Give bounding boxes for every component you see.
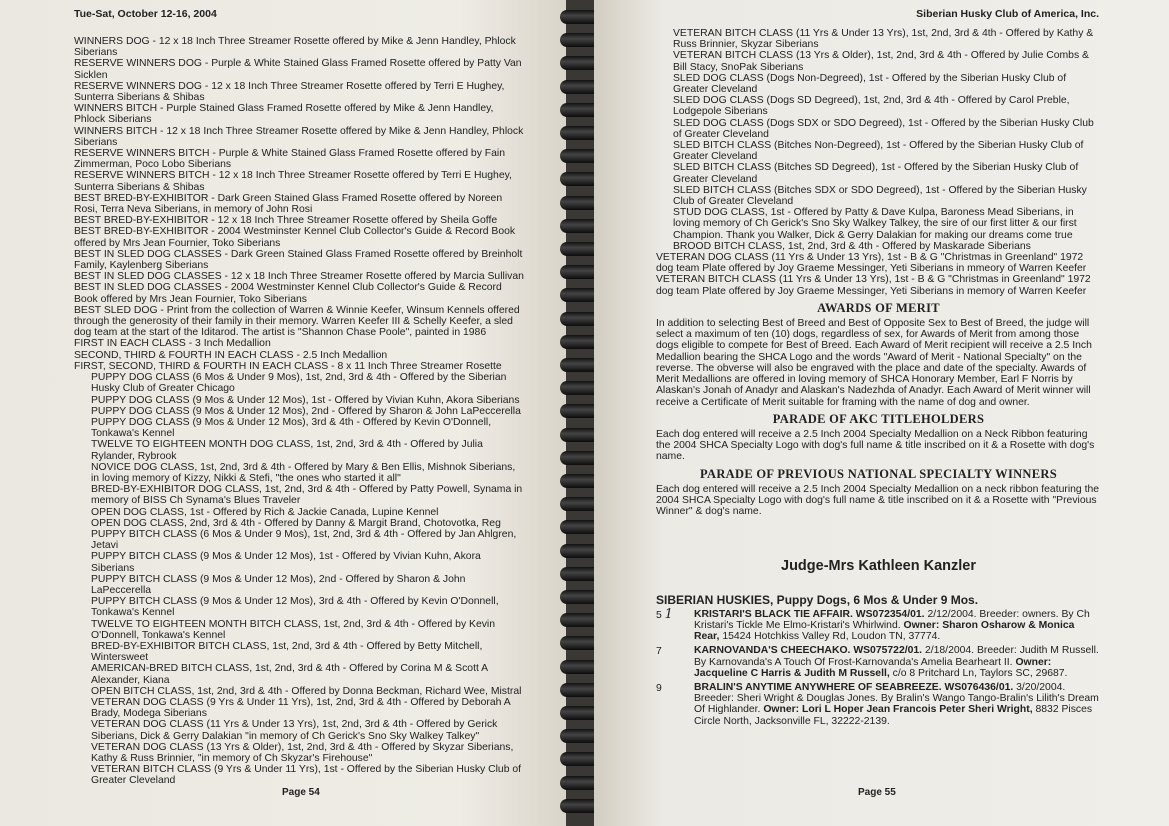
prize-line: FIRST, SECOND, THIRD & FOURTH IN EACH CLASS - 8 x 11 Inch Three Streamer Rosette [74,360,502,372]
registration-number: WS075722/01. [853,645,923,657]
catalog-entry [656,645,1101,679]
prize-line: BEST IN SLED DOG CLASSES - 2004 Westminster Kennel Club Collector's Guide & Record Book offered by Mrs Jean Fournier, Toko Siberians [74,282,502,305]
prize-line: PUPPY DOG CLASS (6 Mos & Under 9 Mos), 1st, 2nd, 3rd & 4th - Offered by the Siberian Husky Club of Greater Chicago [91,372,507,395]
prize-line: TWELVE TO EIGHTEEN MONTH DOG CLASS, 1st, 2nd, 3rd & 4th - Offered by Julia Rylander, Rybrook [91,439,483,462]
catalog-entry [656,606,1101,643]
prize-line: NOVICE DOG CLASS, 1st, 2nd, 3rd & 4th - Offered by Mary & Ben Ellis, Mishnok Siberians, in loving memory of Kizzy, Nikki & Stefi, "the ones who started it all" [91,461,516,484]
previous-winners-heading: PARADE OF PREVIOUS NATIONAL SPECIALTY WINNERS [700,466,1057,481]
prize-line: VETERAN DOG CLASS (13 Yrs & Older), 1st, 2nd, 3rd & 4th - Offered by Skyzar Siberians, Kathy & Russ Brinnier, "in memory of Ch Skyzar's Firehouse" [91,741,514,764]
owner-address: 8832 Pisces Circle North, Jacksonville FL, 32222-2139. [694,704,1093,727]
prize-line: PUPPY DOG CLASS (9 Mos & Under 12 Mos), 3rd & 4th - Offered by Kevin O'Donnell, Tonkawa's Kennel [91,416,492,440]
right-page [594,0,1169,826]
awards-text: In addition to selecting Best of Breed and Best of Opposite Sex to Best of Breed, the judge will select a maximum of ten (10) dogs, regardless of sex, for Awards of Merit from among those dogs eligible to compete for Best of Breed. Each Award of Merit recipient will receive a 2.5 Inch Medallion bearing the SHCA Logo and the words "Award of Merit - National Specialty" on the reverse. The obverse will also be engraved with the place and date of the specialty. Awards of Merit Medallions are offered in loving memory of SHCA Honorary Member, Earl F Norris by Alaskan's Jonah of Anadyr and Alaskan's Nadezhda of Anadyr. Each Award of Merit winner will receive a Certificate of Merit suitable for framing with the name of dog and owner. [656,318,1092,408]
prize-line: FIRST IN EACH CLASS - 3 Inch Medallion [74,338,271,350]
parade-heading: PARADE OF AKC TITLEHOLDERS [772,411,985,426]
prize-line: RESERVE WINNERS BITCH - 12 x 18 Inch Three Streamer Rosette offered by Terri E Hughey, Sunterra Siberians & Shibas [74,170,512,193]
right-page-number: Page 55 [858,787,896,798]
previous-winners-text: Each dog entered will receive a 2.5 Inch 2004 Specialty Medallion on a neck ribbon featuring the 2004 SHCA Specialty Logo with dog's full name & title inscribed on it & a Rosette with "Previous Winner" & dog's name. [656,483,1100,518]
prize-line: SECOND, THIRD & FOURTH IN EACH CLASS - 2.5 Inch Medallion [74,349,388,361]
dog-name: BRALIN'S ANYTIME ANYWHERE OF SEABREEZE. [694,681,942,693]
prize-line: RESERVE WINNERS BITCH - Purple & White Stained Glass Framed Rosette offered by Fain Zimmerman, Poco Lobo Siberians [74,148,505,171]
prize-line: VETERAN DOG CLASS (11 Yrs & Under 13 Yrs), 1st - B & G "Christmas in Greenland" 1972 dog team Plate offered by Joy Graeme Messinger, Yeti Siberians in mmeory of Warren Keefer [656,252,1087,275]
prize-line: PUPPY BITCH CLASS (6 Mos & Under 9 Mos), 1st, 2nd, 3rd & 4th - Offered by Jan Ahlgren, Jetavi [91,528,517,552]
entry-text [694,682,1101,727]
entry-number: 9 [656,682,662,694]
entry-number: 7 [656,646,662,658]
right-prize-list [656,28,1101,297]
prize-line: BEST IN SLED DOG CLASSES - Dark Green Stained Glass Framed Rosette offered by Breinholt Family, Kaylenberg Siberians [74,248,523,272]
prize-line: WINNERS DOG - 12 x 18 Inch Three Streamer Rosette offered by Mike & Jenn Handley, Phlock Siberians [74,36,516,59]
prize-line: OPEN DOG CLASS, 2nd, 3rd & 4th - Offered by Danny & Margit Brand, Chotovotka, Reg [91,517,501,529]
left-page-header: Tue-Sat, October 12-16, 2004 [74,8,217,20]
prize-line: PUPPY BITCH CLASS (9 Mos & Under 12 Mos), 2nd - Offered by Sharon & John LaPeccerella [91,573,466,596]
prize-line: SLED BITCH CLASS (Bitches Non-Degreed), 1st - Offered by the Siberian Husky Club of Greater Cleveland [673,140,1084,163]
handwritten-mark: 1 [664,606,673,622]
prize-line: BEST BRED-BY-EXHIBITOR - 12 x 18 Inch Three Streamer Rosette offered by Sheila Goffe [74,215,498,227]
prize-line: SLED DOG CLASS (Dogs SD Degreed), 1st, 2nd, 3rd & 4th - Offered by Carol Preble, Lodgepole Siberians [673,95,1070,118]
prize-line: BEST BRED-BY-EXHIBITOR - Dark Green Stained Glass Framed Rosette offered by Noreen Rosi, Terra Neva Siberians, in memory of John Rosi [74,192,503,216]
prize-line: BRED-BY-EXHIBITOR DOG CLASS, 1st, 2nd, 3rd & 4th - Offered by Patty Powell, Synama in memory of BISS Ch Synama's Blues Traveler [91,484,523,507]
left-prize-list [74,36,526,787]
prize-line: OPEN BITCH CLASS, 1st, 2nd, 3rd & 4th - Offered by Donna Beckman, Richard Wee, Mistral [91,685,522,697]
prize-line: SLED BITCH CLASS (Bitches SD Degreed), 1st - Offered by the Siberian Husky Club of Greater Cleveland [673,162,1079,185]
prize-line: BEST IN SLED DOG CLASSES - 12 x 18 Inch Three Streamer Rosette offered by Marcia Sullivan [74,271,524,283]
prize-line: OPEN DOG CLASS, 1st - Offered by Rich & Jackie Canada, Lupine Kennel [91,506,439,518]
owner-names: Jacqueline C Harris & Judith M Russell, [694,667,890,679]
right-page-header: Siberian Husky Club of America, Inc. [916,8,1099,20]
registration-number: WS076436/01. [944,681,1014,693]
prize-line: VETERAN BITCH CLASS (11 Yrs & Under 13 Yrs), 1st, 2nd, 3rd & 4th - Offered by Kathy & Russ Brinnier, Skyzar Siberians [673,28,1094,51]
entry-details: 2/18/2004. Breeder: Judith M Russell. By Karnovanda's A Touch Of Frost-Karnovanda's Amelia Bearheart II. [694,645,1099,668]
prize-line: VETERAN BITCH CLASS (11 Yrs & Under 13 Yrs), 1st - B & G "Christmas in Greenland" 1972 dog team Plate offered by Joy Graeme Messinger, Yeti Siberians in memory of Warren Keefer [656,274,1091,297]
owner-address: 15424 Hotchkiss Valley Rd, Loudon TN, 37774. [722,631,941,643]
entry-text [694,609,1101,643]
prize-line: SLED DOG CLASS (Dogs Non-Degreed), 1st - Offered by the Siberian Husky Club of Greater Cleveland [673,72,1067,96]
owner-label: Owner: [763,704,800,716]
prize-line: VETERAN BITCH CLASS (9 Yrs & Under 11 Yrs), 1st - Offered by the Siberian Husky Club of Greater Cleveland [91,764,522,787]
prize-line: STUD DOG CLASS, 1st - Offered by Patty & Dave Kulpa, Baroness Mead Siberians, in loving memory of Ch Gerick's Sno Sky Walkey Talkey, the sire of our first litter & our first Champion. Thank you Walker, Dick & Gerry Dalakian for making our dreams come true [673,207,1077,241]
right-page-body [656,28,1101,727]
prize-line: PUPPY DOG CLASS (9 Mos & Under 12 Mos), 1st - Offered by Vivian Kuhn, Akora Siberians [91,394,520,406]
left-page [0,0,574,826]
prize-line: BEST BRED-BY-EXHIBITOR - 2004 Westminster Kennel Club Collector's Guide & Record Book offered by Mrs Jean Fournier, Toko Siberians [74,226,516,249]
prize-line: SLED DOG CLASS (Dogs SDX or SDO Degreed), 1st - Offered by the Siberian Husky Club of Greater Cleveland [673,117,1094,140]
prize-line: BEST SLED DOG - Print from the collection of Warren & Winnie Keefer, Winsum Kennels offered through the generosity of their family in their memory. Warren Keefer III & Schelly Keefer, a sled dog team at the start of the Iditarod. The artist is "Shannon Chase Poole", painted in 1986 [74,304,520,339]
owner-names: Lori L Hoper Jean Francois Peter Sheri Wright, [802,704,1033,716]
prize-line: AMERICAN-BRED BITCH CLASS, 1st, 2nd, 3rd & 4th - Offered by Corina M & Scott A Alexander, Kiana [91,663,488,686]
prize-line: WINNERS BITCH - 12 x 18 Inch Three Streamer Rosette offered by Mike & Jenn Handley, Phlock Siberians [74,125,524,148]
prize-line: RESERVE WINNERS DOG - 12 x 18 Inch Three Streamer Rosette offered by Terri E Hughey, Sunterra Siberians & Shibas [74,80,505,104]
entry-number: 5 1 [656,606,673,622]
breed-class-heading: SIBERIAN HUSKIES, Puppy Dogs, 6 Mos & Under 9 Mos. [656,592,979,607]
prize-line: WINNERS BITCH - Purple Stained Glass Framed Rosette offered by Mike & Jenn Handley, Phlock Siberians [74,103,494,126]
prize-line: TWELVE TO EIGHTEEN MONTH BITCH CLASS, 1st, 2nd, 3rd & 4th - Offered by Kevin O'Donnell, Tonkawa's Kennel [91,618,496,641]
prize-line: VETERAN DOG CLASS (11 Yrs & Under 13 Yrs), 1st, 2nd, 3rd & 4th - Offered by Gerick Siberians, Dick & Gerry Dalakian "in memory of Ch Gerick's Sno Sky Walkey Talkey" [91,719,498,742]
dog-name: KARNOVANDA'S CHEECHAKO. [694,645,851,657]
entry-list [656,606,1101,727]
owner-label: Owner: [903,619,940,631]
left-page-number: Page 54 [282,787,320,798]
parade-text: Each dog entered will receive a 2.5 Inch 2004 Specialty Medallion on a Neck Ribbon featuring the 2004 SHCA Specialty Logo with dog's full name & title inscribed on it & a Rosette with dog's name. [656,428,1095,463]
prize-line: RESERVE WINNERS DOG - Purple & White Stained Glass Framed Rosette offered by Patty Van Sicklen [74,58,522,81]
prize-line: VETERAN DOG CLASS (9 Yrs & Under 11 Yrs), 1st, 2nd, 3rd & 4th - Offered by Deborah A Brady, Modega Siberians [91,696,511,720]
registration-number: WS072354/01. [855,608,925,620]
owner-address: c/o 8 Pritchard Ln, Taylors SC, 29687. [892,667,1068,679]
owner-label: Owner: [1015,656,1052,668]
prize-line: PUPPY DOG CLASS (9 Mos & Under 12 Mos), 2nd - Offered by Sharon & John LaPeccerella [91,405,521,417]
entry-details: 2/12/2004. Breeder: owners. By Ch Kristari's Tickle Me Elmo-Kristari's Whirlwind. [694,608,1090,631]
prize-line: PUPPY BITCH CLASS (9 Mos & Under 12 Mos), 1st - Offered by Vivian Kuhn, Akora Siberians [91,551,481,574]
owner-names: Sharon Osharow & Monica Rear, [694,619,1075,643]
prize-line: PUPPY BITCH CLASS (9 Mos & Under 12 Mos), 3rd & 4th - Offered by Kevin O'Donnell, Tonkawa's Kennel [91,596,499,619]
entry-text [694,645,1101,679]
prize-line: SLED BITCH CLASS (Bitches SDX or SDO Degreed), 1st - Offered by the Siberian Husky Club of Greater Cleveland [673,184,1087,208]
prize-line: BROOD BITCH CLASS, 1st, 2nd, 3rd & 4th - Offered by Maskarade Siberians [673,240,1031,252]
catalog-entry [656,682,1101,727]
dog-name: KRISTARI'S BLACK TIE AFFAIR. [694,608,853,620]
judge-title: Judge-Mrs Kathleen Kanzler [781,558,976,575]
prize-line: BRED-BY-EXHIBITOR BITCH CLASS, 1st, 2nd, 3rd & 4th - Offered by Betty Mitchell, Wintersweet [91,640,483,664]
awards-heading: AWARDS OF MERIT [817,300,940,315]
prize-line: VETERAN BITCH CLASS (13 Yrs & Older), 1st, 2nd, 3rd & 4th - Offered by Julie Combs & Bill Stacy, SnoPak Siberians [673,50,1089,73]
entry-details: 3/20/2004. Breeder: Sheri Wright & Douglas Jones. By Bralin's Wango Tango-Bralin's Lilith's Dream Of Highlander. [694,681,1099,716]
